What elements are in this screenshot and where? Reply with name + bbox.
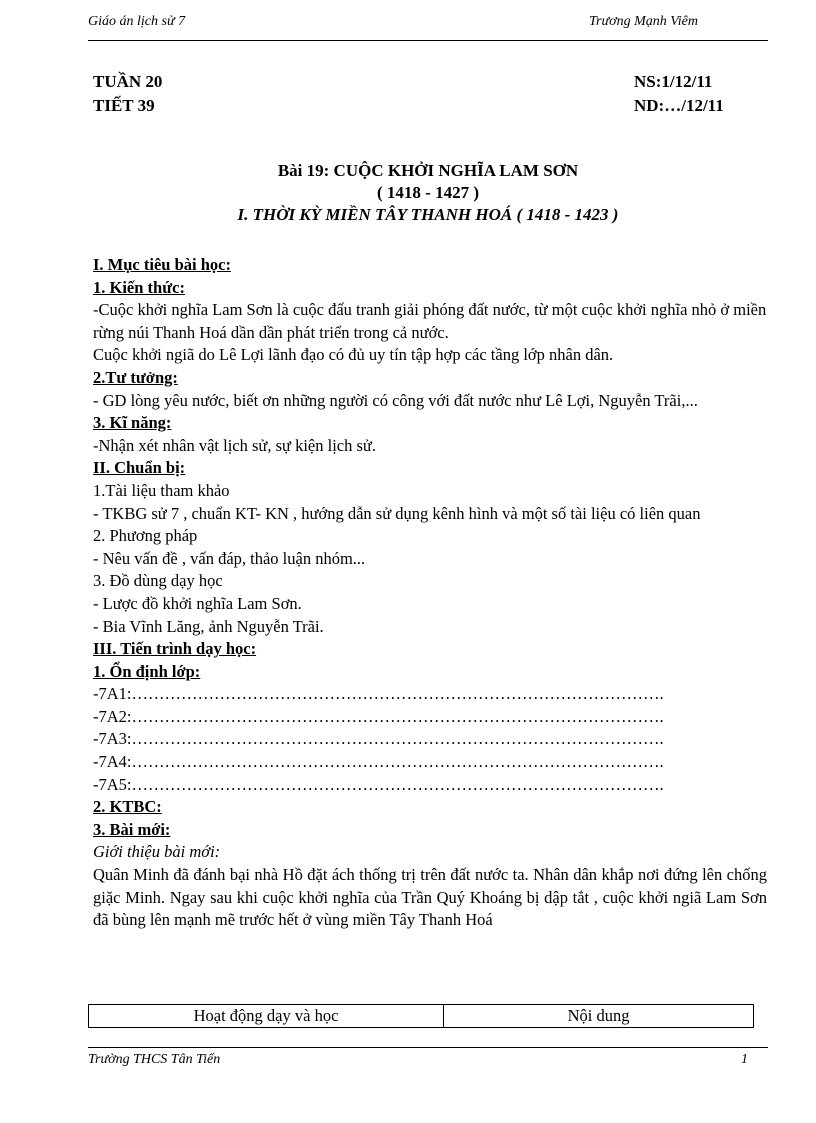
header-divider — [88, 40, 768, 41]
lesson-title: Bài 19: CUỘC KHỞI NGHĨA LAM SƠN — [277, 161, 579, 180]
thought-heading: 2.Tư tưởng: — [93, 367, 178, 387]
knowledge-text-1: -Cuộc khởi nghĩa Lam Sơn là cuộc đấu tranh giải phóng đất nước, từ một cuộc khởi nghĩa nhỏ ở miền rừng núi Thanh Hoá dần dần phát triển trong cả nước. — [93, 300, 767, 342]
preparation-heading: II. Chuẩn bị: — [93, 458, 186, 478]
footer-divider — [88, 1047, 768, 1048]
references-text: - TKBG sử 7 , chuẩn KT- KN , hướng dẫn sử dụng kênh hình và một số tài liệu có liên quan — [93, 503, 701, 523]
page-header — [88, 14, 768, 36]
tools-heading: 3. Đồ dùng dạy học — [93, 571, 223, 591]
skill-heading: 3. Kĩ năng: — [93, 413, 172, 433]
class-line: -7A4:……………………………………………………………………………………. — [93, 752, 664, 772]
page-number: 1 — [741, 1052, 748, 1067]
footer-school: Trường THCS Tân Tiến — [88, 1052, 221, 1067]
process-heading: III. Tiến trình dạy học: — [93, 639, 257, 659]
teach-date: ND:…/12/11 — [634, 96, 724, 115]
new-lesson-heading: 3. Bài mới: — [93, 819, 171, 839]
thought-text: - GD lòng yêu nước, biết ơn những người có công với đất nước như Lê Lợi, Nguyễn Trãi,... — [93, 390, 698, 410]
class-line: -7A1:……………………………………………………………………………………. — [93, 684, 664, 704]
lesson-number: TIẾT 39 — [93, 96, 155, 115]
skill-text: -Nhận xét nhân vật lịch sử, sự kiện lịch sử. — [93, 435, 376, 455]
lesson-plan-table — [88, 1004, 754, 1028]
knowledge-heading: 1. Kiến thức: — [93, 277, 185, 297]
method-heading: 2. Phương pháp — [93, 526, 198, 546]
references-heading: 1.Tài liệu tham khảo — [93, 480, 230, 500]
lesson-content — [93, 254, 767, 932]
tool-item-map: - Lược đồ khởi nghĩa Lam Sơn. — [93, 593, 302, 613]
lesson-meta-left — [93, 70, 162, 118]
prepare-date: NS:1/12/11 — [634, 72, 713, 91]
objectives-heading: I. Mục tiêu bài học: — [93, 255, 231, 274]
lesson-meta-right — [634, 70, 724, 118]
intro-label: Giới thiệu bài mới: — [93, 842, 221, 862]
method-text: - Nêu vấn đề , vấn đáp, thảo luận nhóm... — [93, 548, 366, 568]
intro-text: Quân Minh đã đánh bại nhà Hồ đặt ách thống trị trên đất nước ta. Nhân dân khắp nơi đứng lên chống giặc Minh. Ngay sau khi cuộc khởi nghĩa của Trần Quý Khoáng bị dập tắt , cuộc khởi ngiã Lam Sơn đã bùng lên mạnh mẽ trước hết ở vùng miền Tây Thanh Hoá — [93, 865, 767, 930]
stabilize-heading: 1. Ổn định lớp: — [93, 661, 201, 681]
tool-item-stele: - Bia Vĩnh Lăng, ảnh Nguyễn Trãi. — [93, 616, 324, 636]
class-line: -7A3:……………………………………………………………………………………. — [93, 729, 664, 749]
class-line: -7A2:……………………………………………………………………………………. — [93, 706, 664, 726]
ktbc-heading: 2. KTBC: — [93, 797, 162, 817]
content-column-header: Nội dung — [444, 1005, 754, 1028]
class-line: -7A5:……………………………………………………………………………………. — [93, 774, 664, 794]
table-header-row — [89, 1005, 754, 1028]
activities-column-header: Hoạt động dạy và học — [89, 1005, 444, 1028]
header-author: Trương Mạnh Viêm — [589, 14, 698, 29]
week-label: TUẦN 20 — [93, 72, 163, 91]
lesson-title-block — [88, 160, 768, 226]
header-subject: Giáo án lịch sử 7 — [88, 14, 186, 29]
lesson-years: ( 1418 - 1427 ) — [377, 183, 479, 202]
knowledge-text-2: Cuộc khởi ngiã do Lê Lợi lãnh đạo có đủ uy tín tập hợp các tầng lớp nhân dân. — [93, 345, 614, 365]
lesson-period: I. THỜI KỲ MIỀN TÂY THANH HOÁ ( 1418 - 1423 ) — [237, 205, 619, 224]
